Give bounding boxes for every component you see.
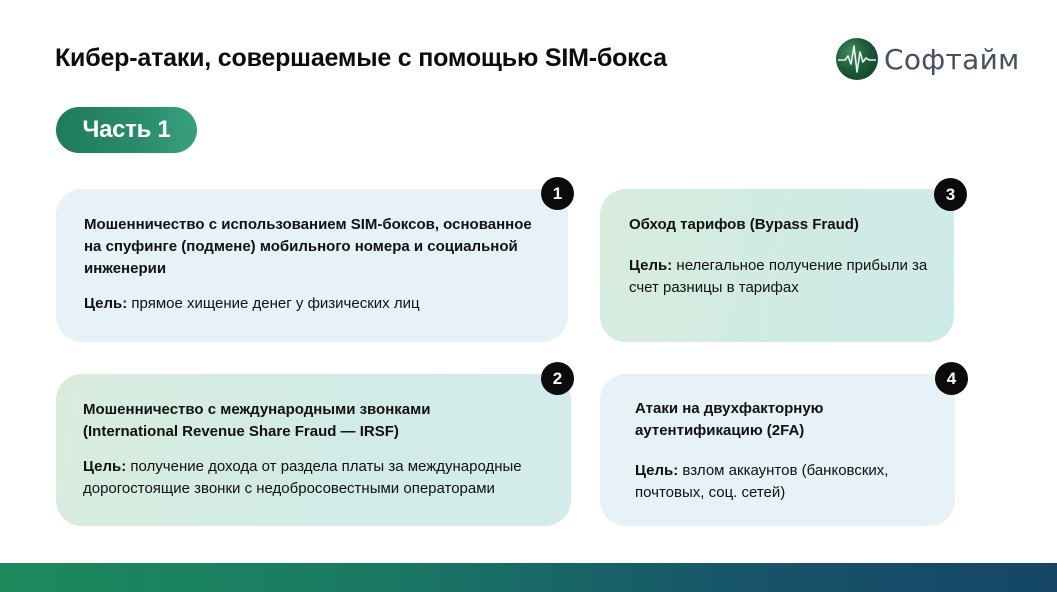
card-heading: Атаки на двухфакторную аутентификацию (2FA) [635,400,824,439]
card-goal [84,293,568,315]
page-title: Кибер-атаки, совершаемые с помощью SIM-бокса [55,44,667,72]
goal-text: прямое хищение денег у физических лиц [131,295,420,312]
goal-label: Цель: [629,257,673,274]
attack-card-3 [600,189,954,342]
section-badge: Часть 1 [56,107,197,153]
goal-text: получение дохода от раздела платы за международные дорогостоящие звонки с недобросовестными операторами [83,458,522,497]
logo-text: Софтайм [884,42,1020,76]
goal-text: взлом аккаунтов (банковских, почтовых, соц. сетей) [635,462,889,501]
attack-card-4 [600,374,955,526]
card-heading: Мошенничество с международными звонками (International Revenue Share Fraud — IRSF) [83,401,431,440]
card-goal [635,460,925,504]
goal-label: Цель: [83,458,127,475]
company-logo [836,36,1020,82]
card-goal [83,456,553,500]
number-badge-1: 1 [541,177,574,210]
attack-card-2 [56,374,571,526]
goal-label: Цель: [635,462,679,479]
card-heading: Мошенничество с использованием SIM-боксов, основанное на спуфинге (подмене) мобильного номера и социальной инженерии [84,216,532,277]
attack-card-1 [56,189,568,342]
pulse-logo-icon [836,38,878,80]
card-heading: Обход тарифов (Bypass Fraud) [629,216,859,233]
card-goal [629,255,939,299]
number-badge-4: 4 [935,362,968,395]
number-badge-3: 3 [934,178,967,211]
goal-text: нелегальное получение прибыли за счет разницы в тарифах [629,257,928,296]
number-badge-2: 2 [541,362,574,395]
footer-gradient-bar [0,563,1057,592]
goal-label: Цель: [84,295,128,312]
